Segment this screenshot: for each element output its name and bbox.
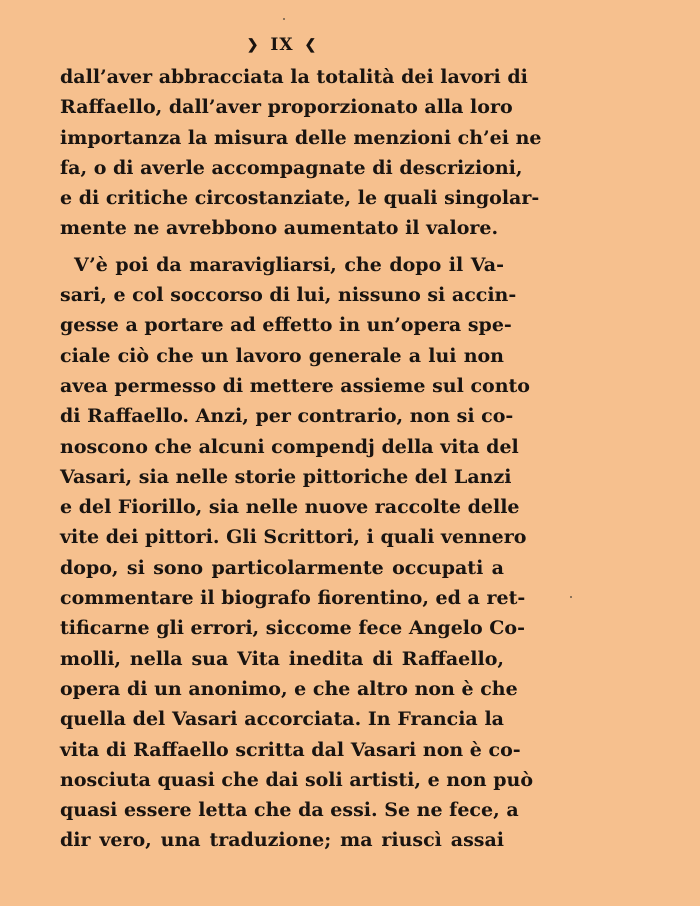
- text-line: V’è poi da maravigliarsi, che dopo il Va-: [74, 253, 504, 276]
- text-line: gesse a portare ad effetto in un’opera spe-: [60, 314, 512, 337]
- text-line: molli, nella sua Vita inedita di Raffaello,: [60, 647, 504, 670]
- text-line: quasi essere letta che da essi. Se ne fece, a: [60, 799, 519, 822]
- text-line: quella del Vasari accorciata. In Francia la: [60, 708, 504, 731]
- paragraph-1: [60, 62, 542, 244]
- text-line: opera di un anonimo, e che altro non è che: [60, 677, 518, 700]
- text-line: dopo, si sono particolarmente occupati a: [60, 556, 504, 579]
- left-ornament-icon: ❯: [246, 37, 260, 53]
- text-line: e di critiche circostanziate, le quali singolar-: [60, 187, 540, 210]
- book-page: [60, 28, 542, 856]
- text-line: fa, o di averle accompagnate di descrizioni,: [60, 156, 523, 179]
- page-header: [60, 28, 504, 62]
- paper-speck: [283, 18, 285, 20]
- text-line: dall’aver abbracciata la totalità dei lavori di: [60, 66, 528, 88]
- text-line: Raffaello, dall’aver proporzionato alla loro: [60, 96, 513, 119]
- paper-speck: [570, 596, 572, 598]
- text-line: tificarne gli errori, siccome fece Angelo Co-: [60, 617, 525, 640]
- text-line: noscono che alcuni compendj della vita del: [60, 435, 519, 458]
- paragraph-2: [60, 250, 533, 856]
- text-line: importanza la misura delle menzioni ch’ei ne: [60, 126, 542, 149]
- text-line: dir vero, una traduzione; ma riuscì assai: [60, 829, 504, 852]
- text-line: di Raffaello. Anzi, per contrario, non si co-: [60, 405, 514, 428]
- text-line: vita di Raffaello scritta dal Vasari non è co-: [60, 738, 521, 761]
- page-number: IX: [270, 35, 294, 55]
- text-line: ciale ciò che un lavoro generale a lui non: [60, 344, 504, 367]
- text-line: commentare il biografo fiorentino, ed a ret-: [60, 587, 526, 610]
- right-ornament-icon: ❮: [304, 37, 318, 53]
- text-line: avea permesso di mettere assieme sul conto: [60, 374, 530, 397]
- text-line: nosciuta quasi che dai soli artisti, e non può: [60, 768, 533, 791]
- text-line: sari, e col soccorso di lui, nissuno si accin-: [60, 284, 517, 307]
- text-line: e del Fiorillo, sia nelle nuove raccolte delle: [60, 496, 520, 519]
- text-line: Vasari, sia nelle storie pittoriche del Lanzi: [60, 465, 512, 488]
- text-line: mente ne avrebbono aumentato il valore.: [60, 217, 499, 240]
- text-line: vite dei pittori. Gli Scrittori, i quali vennero: [60, 526, 527, 549]
